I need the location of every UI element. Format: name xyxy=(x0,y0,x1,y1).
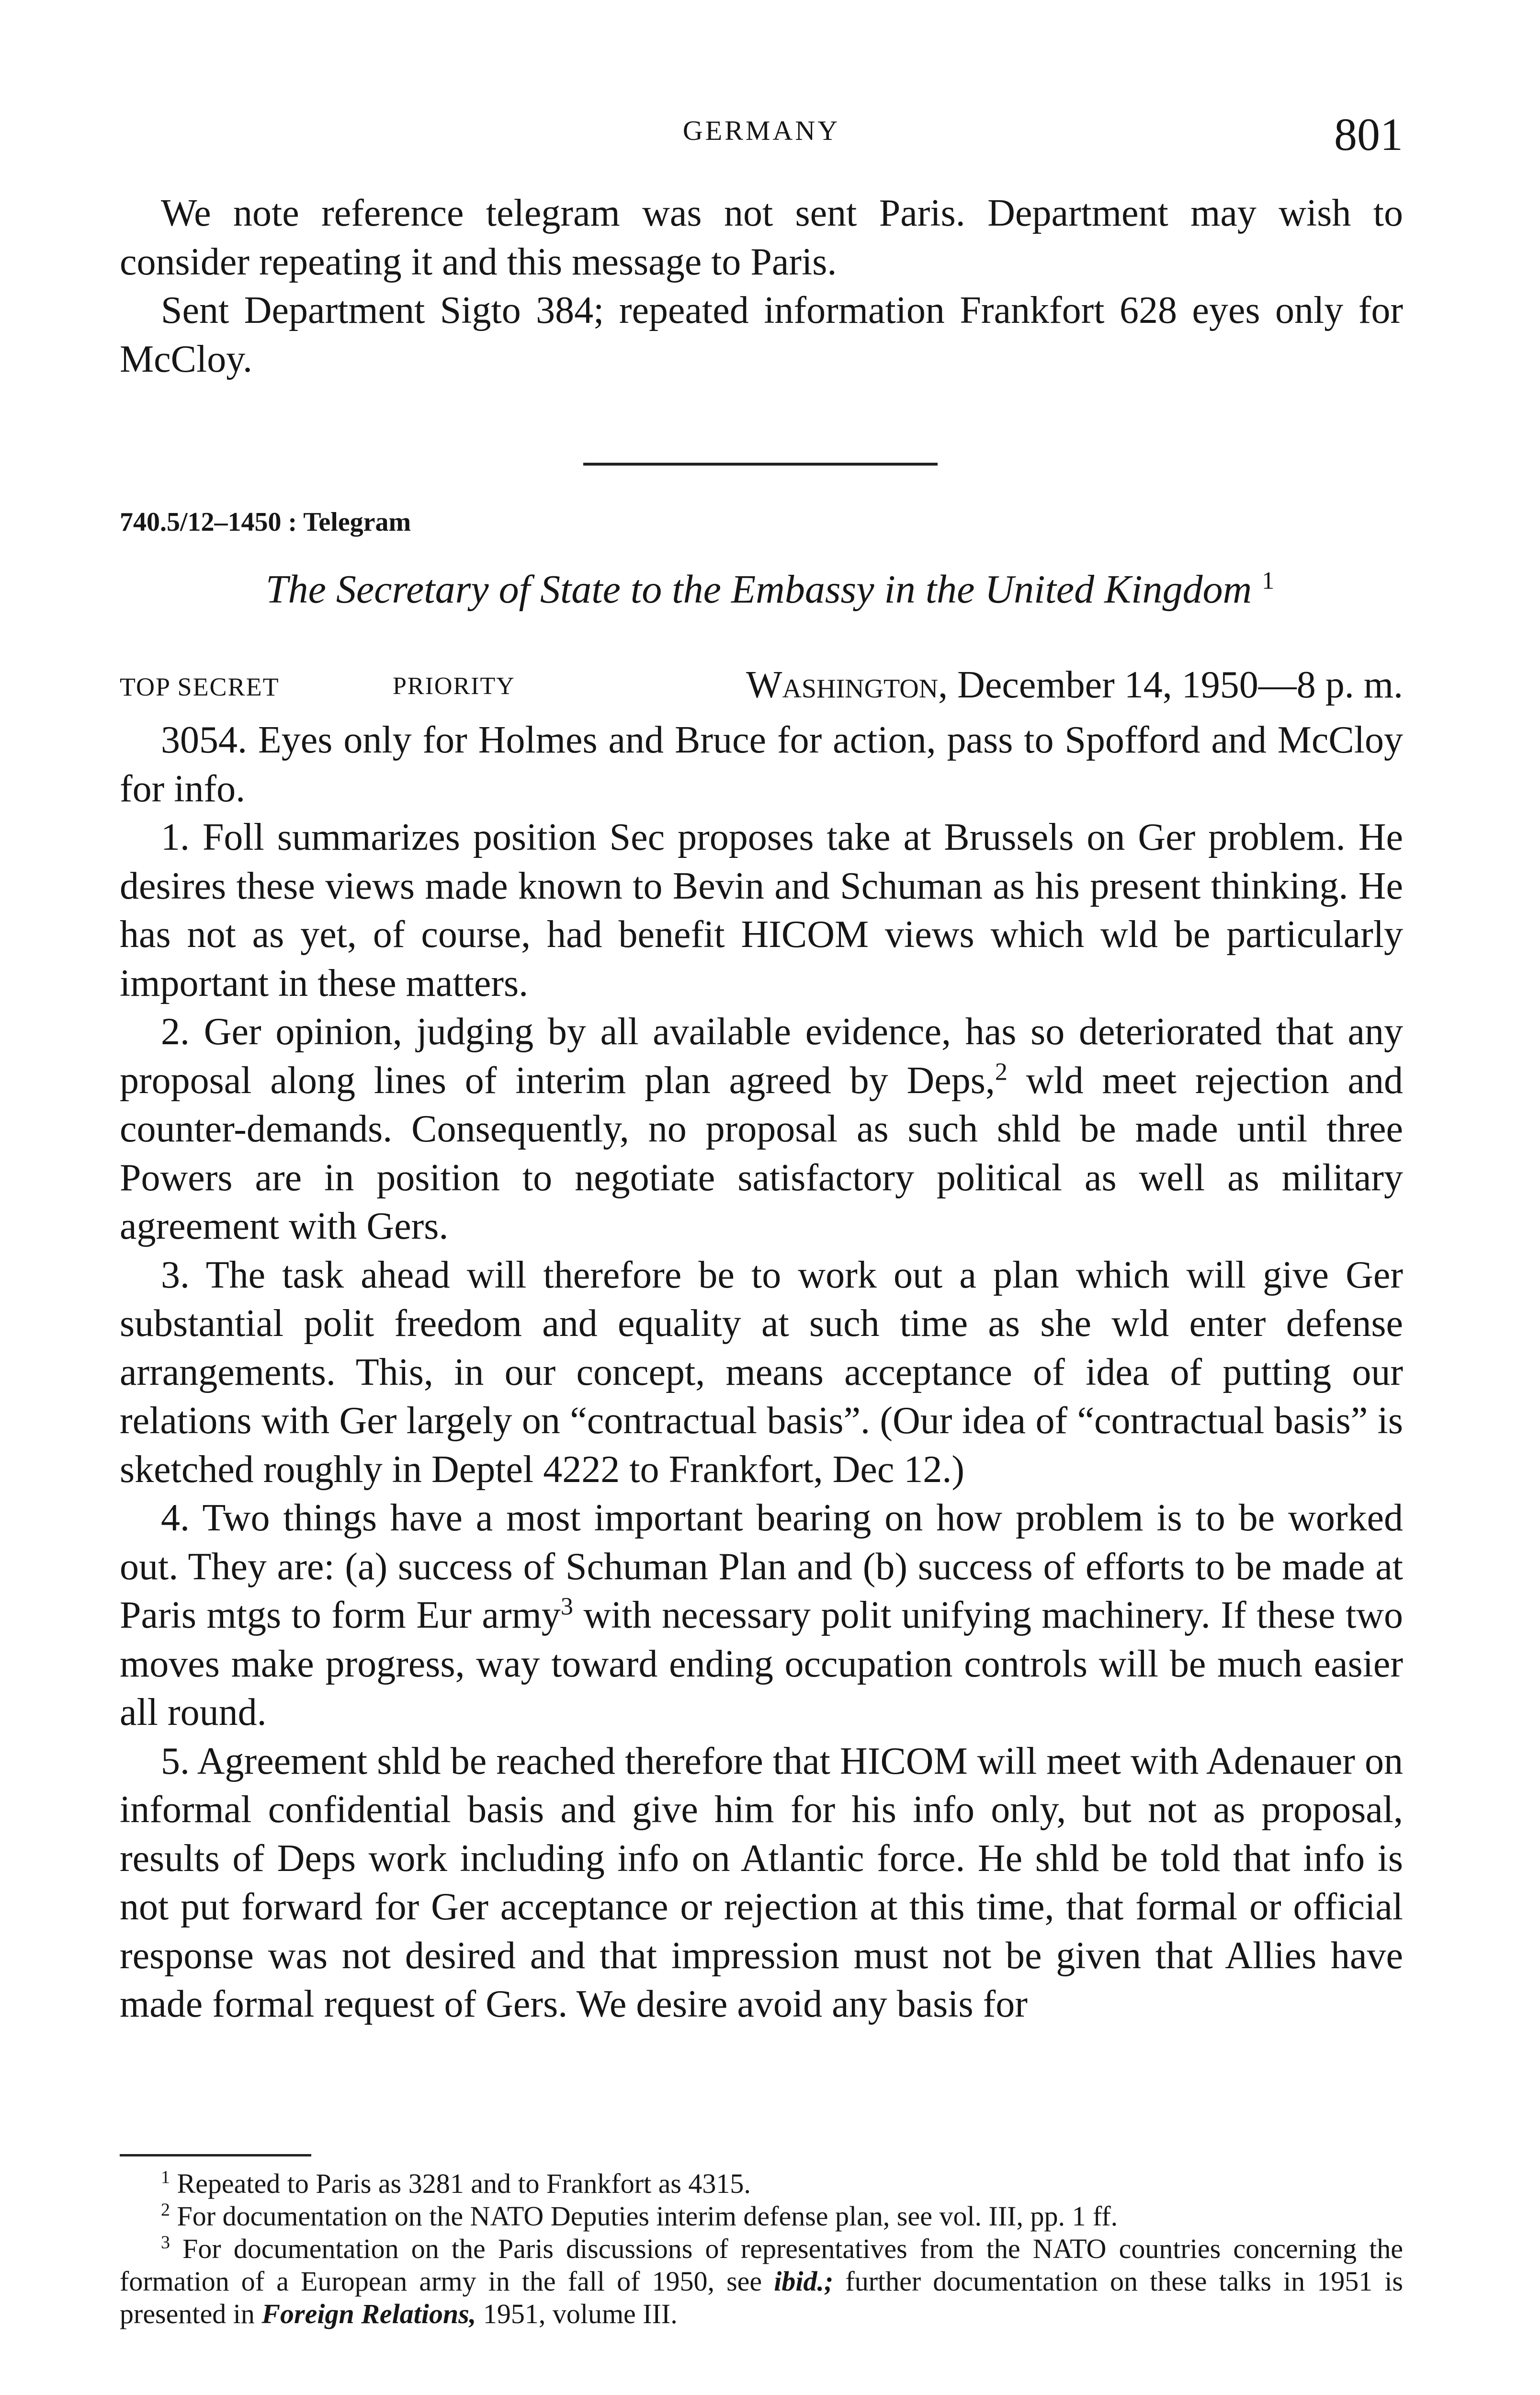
body-paragraph xyxy=(120,1494,1403,1737)
footnotes xyxy=(120,2167,1403,2330)
document-divider-rule xyxy=(583,463,938,466)
body-paragraph: 1. Foll summarizes position Sec proposes take at Brussels on Ger problem. He desires these views made known to Bevin and Schuman as his present thinking. He has not as yet, of course, had benefit HICOM views which wld be particularly important in these matters. xyxy=(120,816,1403,1004)
running-head xyxy=(120,108,1403,160)
classification: TOP SECRET xyxy=(120,673,280,701)
document-title xyxy=(0,566,1540,613)
paragraph-text: wld meet rejection and counter-demands. Consequently, no proposal as such shld be made until three Powers are in position to negotiate satisfactory political as well as military agreement with Gers. xyxy=(120,1059,1404,1247)
body-paragraph: 3. The task ahead will therefore be to work out a plan which will give Ger substantial polit freedom and equality at such time as she wld enter defense arrangements. This, in our concept, means acceptance of idea of putting our relations with Ger largely on “contractual basis”. (Our idea of “contractual basis” is sketched roughly in Deptel 4222 to Frankfort, Dec 12.) xyxy=(120,1254,1403,1491)
footnote-text: further documentation on these talks in 1951 is presented in xyxy=(120,2266,1403,2329)
body-paragraph: 5. Agreement shld be reached therefore that HICOM will meet with Adenauer on informal confidential basis and give him for his info only, but not as proposal, results of Deps work including info on Atlantic force. He shld be told that info is not put forward for Ger acceptance or rejection at this time, that formal or official response was not desired and that impression must not be given that Allies have made formal request of Gers. We desire avoid any basis for xyxy=(120,1740,1403,2025)
footnote-text: Repeated to Paris as 3281 and to Frankfort as 4315. xyxy=(177,2168,751,2199)
precedence: PRIORITY xyxy=(393,673,515,700)
body-paragraph xyxy=(120,1008,1403,1251)
page-number: 801 xyxy=(1334,109,1403,160)
dateline xyxy=(120,663,1403,711)
footnote xyxy=(120,2200,1403,2233)
footnote-mark: 3 xyxy=(161,2232,170,2253)
telegram-body xyxy=(120,716,1403,2029)
footnote-rule xyxy=(120,2154,311,2156)
footnote-mark: 1 xyxy=(161,2167,170,2188)
footnote-marker: 2 xyxy=(995,1058,1008,1085)
body-paragraph: Sent Department Sigto 384; repeated information Frankfort 628 eyes only for McCloy. xyxy=(120,289,1403,380)
footnote-marker: 1 xyxy=(1262,567,1275,594)
footnote-text: 1951, volume III. xyxy=(476,2298,678,2329)
place: Washington, xyxy=(746,664,948,706)
body-paragraph: We note reference telegram was not sent Paris. Department may wish to consider repeating it and this message to Paris. xyxy=(120,192,1403,283)
paragraph-text: with necessary polit unifying machinery. If these two moves make progress, way toward ending occupation controls will be much easier all round. xyxy=(120,1594,1404,1734)
ibid-reference: ibid.; xyxy=(774,2266,834,2297)
footnote-marker: 3 xyxy=(560,1593,573,1620)
running-title: GERMANY xyxy=(682,115,840,146)
date: December 14, 1950—8 p. m. xyxy=(957,664,1403,706)
file-reference: 740.5/12–1450 : Telegram xyxy=(120,507,411,537)
paragraph-text: 2. Ger opinion, judging by all available evidence, has so deteriorated that any proposal along lines of interim plan agreed by Deps, xyxy=(120,1011,1403,1102)
document-title-text: The Secretary of State to the Embassy in the United Kingdom xyxy=(265,567,1252,612)
footnote-text: For documentation on the Paris discussions of representatives from the NATO countries concerning the formation of a European army in the fall of 1950, see xyxy=(120,2233,1404,2297)
series-title: Foreign Relations, xyxy=(261,2298,476,2329)
date-place xyxy=(746,663,1403,707)
footnote xyxy=(120,2167,1403,2200)
footnote-mark: 2 xyxy=(161,2200,170,2220)
body-paragraph: 3054. Eyes only for Holmes and Bruce for action, pass to Spofford and McCloy for info. xyxy=(120,719,1403,810)
previous-document-tail xyxy=(120,189,1403,384)
footnote-text: For documentation on the NATO Deputies interim defense plan, see vol. III, pp. 1 ff. xyxy=(177,2201,1118,2232)
footnote xyxy=(120,2233,1403,2330)
paragraph-text: 4. Two things have a most important bearing on how problem is to be worked out. They are: (a) success of Schuman Plan and (b) success of efforts to be made at Paris mtgs to form Eur army xyxy=(120,1497,1403,1636)
